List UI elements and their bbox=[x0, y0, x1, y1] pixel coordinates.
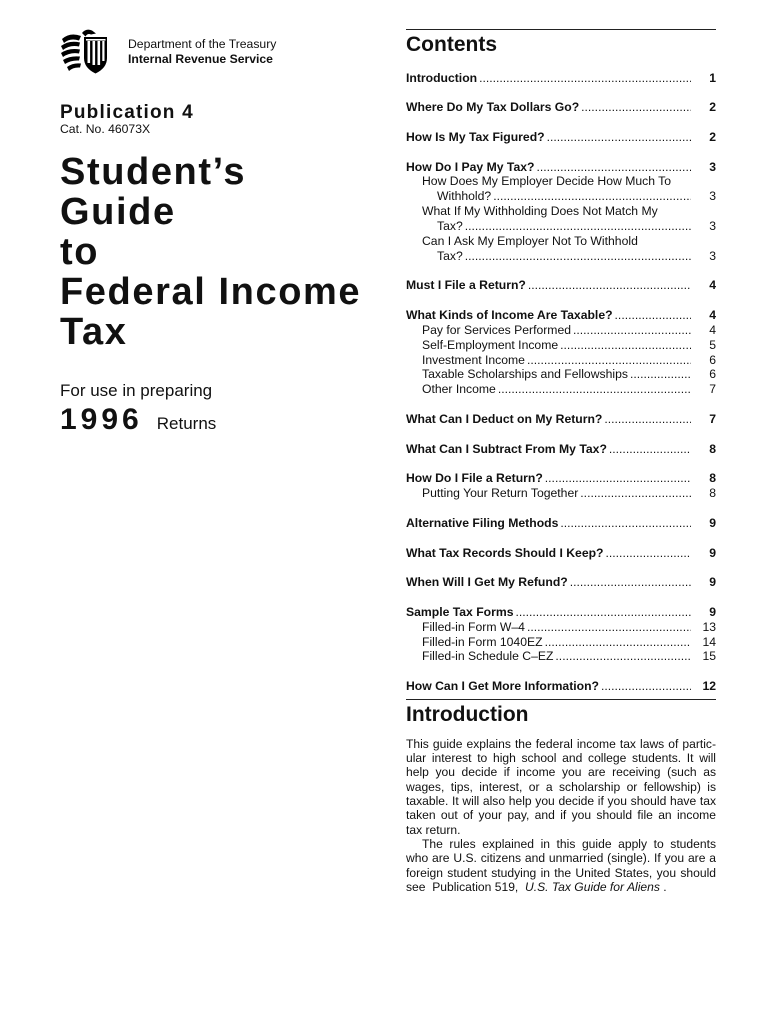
dot-leader bbox=[615, 308, 691, 323]
toc-page-number: 7 bbox=[709, 411, 716, 426]
toc-page-number: 9 bbox=[709, 545, 716, 560]
paragraph bbox=[406, 837, 716, 894]
agency-block bbox=[128, 37, 276, 67]
toc-section-entry bbox=[406, 679, 716, 694]
toc-group bbox=[406, 575, 716, 590]
dot-leader bbox=[560, 338, 691, 353]
dot-leader bbox=[465, 219, 691, 234]
dot-leader bbox=[609, 442, 691, 457]
toc-subsection-entry bbox=[406, 635, 716, 650]
toc-page-number: 9 bbox=[709, 604, 716, 619]
text-line: This guide explains the federal income tax laws of partic- bbox=[406, 736, 716, 751]
agency-name: Internal Revenue Service bbox=[128, 52, 273, 66]
tax-year: 1996 bbox=[60, 403, 143, 436]
toc-subsection-entry bbox=[406, 204, 716, 234]
document-title bbox=[60, 152, 361, 352]
text-line: taken out of your pay, and if you should file an income bbox=[406, 808, 716, 823]
toc-page-number: 12 bbox=[702, 679, 716, 694]
toc-page-number: 9 bbox=[709, 575, 716, 590]
text-line: ular interest to high school and college students. It will bbox=[406, 751, 716, 766]
toc-page-number: 2 bbox=[709, 100, 716, 115]
toc-subsection-line bbox=[406, 204, 716, 219]
toc-entry-title: How Do I File a Return? bbox=[406, 471, 543, 486]
toc-section-entry bbox=[406, 442, 716, 457]
toc-page-number: 15 bbox=[702, 649, 716, 664]
dot-leader bbox=[479, 71, 691, 86]
toc-subsection-line bbox=[406, 174, 716, 189]
toc-page-number: 14 bbox=[702, 634, 716, 649]
toc-group bbox=[406, 130, 716, 145]
department-name: Department of the Treasury bbox=[128, 37, 277, 51]
dot-leader bbox=[555, 649, 691, 664]
dot-leader bbox=[560, 516, 691, 531]
text-segment: . bbox=[659, 879, 667, 894]
text-line: help you decide if income you are receiving (such as bbox=[406, 765, 716, 780]
toc-page-number: 3 bbox=[709, 189, 716, 204]
divider bbox=[406, 29, 716, 30]
toc-entry-title: Can I Ask My Employer Not To Withhold bbox=[422, 233, 638, 248]
divider bbox=[406, 699, 716, 700]
toc-section-entry bbox=[406, 412, 716, 427]
irs-logo bbox=[60, 28, 108, 74]
toc-subsection-line bbox=[406, 249, 716, 264]
toc-subsection-entry bbox=[406, 323, 716, 338]
dot-leader bbox=[528, 278, 691, 293]
toc-page-number: 3 bbox=[709, 159, 716, 174]
dot-leader bbox=[604, 412, 691, 427]
toc-entry-title: What Kinds of Income Are Taxable? bbox=[406, 308, 613, 322]
toc-entry-title: Introduction bbox=[406, 70, 478, 85]
dot-leader bbox=[527, 620, 691, 635]
title-line: Federal Income bbox=[60, 271, 362, 313]
toc-entry-title: Tax? bbox=[437, 218, 463, 233]
toc-group bbox=[406, 100, 716, 115]
toc-page-number: 2 bbox=[709, 129, 716, 144]
dot-leader bbox=[493, 189, 691, 204]
introduction-body bbox=[406, 737, 716, 894]
dot-leader bbox=[570, 575, 691, 590]
dot-leader bbox=[498, 382, 691, 397]
title-line: Tax bbox=[60, 311, 128, 353]
contents-heading: Contents bbox=[406, 33, 497, 56]
toc-entry-title: How Do I Pay My Tax? bbox=[406, 159, 535, 174]
toc-entry-title: Pay for Services Performed bbox=[422, 322, 572, 337]
toc-entry-title: Filled-in Form W–4 bbox=[422, 619, 525, 634]
toc-section-entry bbox=[406, 160, 716, 175]
toc-entry-title: Withhold? bbox=[437, 189, 492, 204]
catalog-number: Cat. No. 46073X bbox=[60, 122, 151, 136]
toc-entry-title: Must I File a Return? bbox=[406, 278, 526, 293]
text-line bbox=[406, 880, 716, 894]
toc-entry-title: Investment Income bbox=[422, 352, 525, 367]
toc-section-entry bbox=[406, 130, 716, 145]
publication-number: Publication 4 bbox=[60, 102, 194, 123]
dot-leader bbox=[545, 471, 691, 486]
dot-leader bbox=[527, 353, 691, 368]
toc-subsection-entry bbox=[406, 234, 716, 264]
toc-entry-title: Alternative Filing Methods bbox=[406, 515, 559, 530]
toc-group bbox=[406, 442, 716, 457]
toc-entry-title: Where Do My Tax Dollars Go? bbox=[406, 100, 580, 115]
toc-group bbox=[406, 71, 716, 86]
toc-page-number: 4 bbox=[709, 308, 716, 322]
toc-page-number: 8 bbox=[709, 441, 716, 456]
toc-group bbox=[406, 546, 716, 561]
dot-leader bbox=[465, 249, 691, 264]
title-line: Student’s bbox=[60, 151, 247, 193]
toc-entry-title: Self-Employment Income bbox=[422, 337, 559, 352]
dot-leader bbox=[536, 160, 691, 175]
text-segment: see Publication 519, bbox=[406, 879, 526, 894]
toc-section-entry bbox=[406, 575, 716, 590]
toc-entry-title: Sample Tax Forms bbox=[406, 604, 514, 619]
text-line: The rules explained in this guide apply to students bbox=[422, 836, 716, 851]
toc-page-number: 4 bbox=[709, 278, 716, 293]
toc-entry-title: How Can I Get More Information? bbox=[406, 679, 599, 694]
toc-entry-title: When Will I Get My Refund? bbox=[406, 575, 568, 590]
toc-subsection-entry bbox=[406, 382, 716, 397]
dot-leader bbox=[545, 635, 691, 650]
toc-page-number: 7 bbox=[709, 382, 716, 397]
toc-group bbox=[406, 679, 716, 694]
toc-group bbox=[406, 278, 716, 293]
toc-group bbox=[406, 605, 716, 664]
toc-page-number: 3 bbox=[709, 248, 716, 263]
introduction-heading: Introduction bbox=[406, 703, 529, 726]
toc-subsection-entry bbox=[406, 486, 716, 501]
toc-section-entry bbox=[406, 308, 716, 323]
dot-leader bbox=[580, 486, 691, 501]
toc-entry-title: Filled-in Schedule C–EZ bbox=[422, 649, 554, 664]
tax-year-line bbox=[60, 404, 216, 436]
toc-subsection-line bbox=[406, 189, 716, 204]
dot-leader bbox=[581, 100, 691, 115]
paragraph bbox=[406, 737, 716, 837]
dot-leader bbox=[601, 679, 691, 694]
toc-entry-title: Filled-in Form 1040EZ bbox=[422, 634, 543, 649]
toc-subsection-entry bbox=[406, 620, 716, 635]
toc-entry-title: Other Income bbox=[422, 382, 496, 397]
toc-subsection-entry bbox=[406, 367, 716, 382]
returns-label: Returns bbox=[156, 414, 217, 433]
toc-page-number: 3 bbox=[709, 218, 716, 233]
toc-section-entry bbox=[406, 605, 716, 620]
toc-subsection-entry bbox=[406, 353, 716, 368]
eagle-icon bbox=[60, 28, 108, 74]
toc-page-number: 4 bbox=[709, 322, 716, 337]
toc-section-entry bbox=[406, 100, 716, 115]
toc-entry-title: How Does My Employer Decide How Much To bbox=[422, 174, 672, 189]
toc-entry-title: How Is My Tax Figured? bbox=[406, 129, 545, 144]
dot-leader bbox=[573, 323, 691, 338]
toc-page-number: 8 bbox=[709, 486, 716, 501]
toc-section-entry bbox=[406, 546, 716, 561]
dot-leader bbox=[606, 546, 691, 561]
toc-section-entry bbox=[406, 516, 716, 531]
toc-entry-title: Taxable Scholarships and Fellowships bbox=[422, 367, 628, 382]
publication-title: U.S. Tax Guide for Aliens bbox=[525, 879, 660, 894]
toc-page-number: 13 bbox=[702, 619, 716, 634]
toc-section-entry bbox=[406, 71, 716, 86]
toc-subsection-entry bbox=[406, 174, 716, 204]
title-line: Guide bbox=[60, 191, 176, 233]
table-of-contents bbox=[406, 71, 716, 709]
title-line: to bbox=[60, 231, 100, 273]
toc-subsection-line bbox=[406, 234, 716, 249]
toc-subsection-line bbox=[406, 219, 716, 234]
toc-entry-title: What Can I Subtract From My Tax? bbox=[406, 441, 607, 456]
text-line: who are U.S. citizens and unmarried (single). If you are a bbox=[406, 851, 716, 866]
toc-entry-title: Tax? bbox=[437, 248, 463, 263]
toc-page-number: 1 bbox=[709, 70, 716, 85]
toc-subsection-entry bbox=[406, 649, 716, 664]
toc-page-number: 6 bbox=[709, 352, 716, 367]
toc-group bbox=[406, 412, 716, 427]
toc-section-entry bbox=[406, 278, 716, 293]
toc-page-number: 5 bbox=[709, 337, 716, 352]
text-line: wages, tips, interest, or a scholarship or fellowship) is bbox=[406, 779, 716, 794]
usage-note: For use in preparing bbox=[60, 381, 213, 400]
toc-group bbox=[406, 516, 716, 531]
toc-page-number: 8 bbox=[709, 471, 716, 486]
toc-group bbox=[406, 471, 716, 501]
toc-section-entry bbox=[406, 471, 716, 486]
toc-entry-title: What If My Withholding Does Not Match My bbox=[422, 204, 658, 219]
toc-entry-title: What Can I Deduct on My Return? bbox=[406, 411, 603, 426]
text-line: tax return. bbox=[406, 822, 461, 837]
toc-page-number: 9 bbox=[709, 515, 716, 530]
text-line: foreign student studying in the United States, you should bbox=[406, 865, 716, 880]
dot-leader bbox=[547, 130, 691, 145]
dot-leader bbox=[630, 367, 691, 382]
dot-leader bbox=[515, 605, 691, 620]
toc-subsection-entry bbox=[406, 338, 716, 353]
toc-entry-title: Putting Your Return Together bbox=[422, 486, 579, 501]
toc-group bbox=[406, 160, 716, 264]
toc-page-number: 6 bbox=[709, 367, 716, 382]
toc-group bbox=[406, 308, 716, 397]
toc-entry-title: What Tax Records Should I Keep? bbox=[406, 545, 604, 560]
text-line: taxable. It will also help you decide if you should have tax bbox=[406, 794, 716, 809]
